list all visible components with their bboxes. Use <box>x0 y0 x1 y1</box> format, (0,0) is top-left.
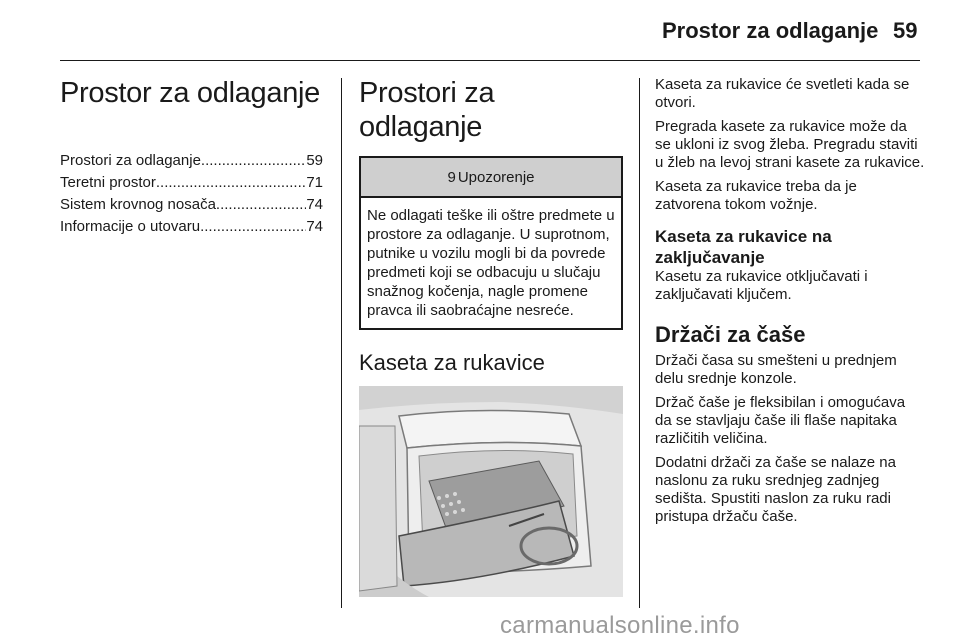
paragraph-glovebox-light: Kaseta za rukavice će svetleti kada se otvori. <box>655 76 910 111</box>
toc-entry[interactable] <box>60 194 323 216</box>
toc-entry-page: 59 <box>306 152 323 169</box>
toc-entry-label: Informacije o utovaru <box>60 218 201 235</box>
warning-box <box>359 156 623 330</box>
paragraph-cupholders-flexible: Držač čaše je fleksibilan i omogućava da se stavljaju čaše ili flaše napitaka različitih veličina. <box>655 394 906 447</box>
toc-entry[interactable] <box>60 172 323 194</box>
header-divider <box>60 60 920 61</box>
warning-text: Ne odlagati teške ili oštre predmete u prostore za odlaganje. U suprotnom, putnike u vozilu mogli bi da povrede predmeti koji se odbacuju u slučaju snažnog kočenja, nagle promene pravca ili saobraćajne nesreće. <box>367 207 615 319</box>
paragraph-cupholders-location: Držači časa su smešteni u prednjem delu srednje konzole. <box>655 352 897 387</box>
column-divider-1 <box>341 78 342 608</box>
toc-entry-label: Prostori za odlaganje <box>60 152 201 169</box>
toc-leader-dots <box>200 216 306 238</box>
paragraph-glovebox-closed: Kaseta za rukavice treba da je zatvorena tokom vožnje. <box>655 178 857 213</box>
toc-entry[interactable] <box>60 216 323 238</box>
subsection-title: Kaseta za rukavice <box>359 350 545 375</box>
chapter-title: Prostor za odlaganje <box>60 77 320 109</box>
toc-entry-page: 74 <box>306 218 323 235</box>
toc-leader-dots <box>156 172 306 194</box>
running-header-title: Prostor za odlaganje <box>662 18 879 43</box>
column-3 <box>655 76 925 532</box>
glovebox-photo <box>359 386 623 597</box>
warning-icon: 9 <box>447 168 456 186</box>
heading-lockable-glovebox: Kaseta za rukavice na zaključavanje <box>655 227 832 267</box>
toc-entry[interactable] <box>60 150 323 172</box>
watermark: carmanualsonline.info <box>500 612 740 639</box>
heading-cupholders: Držači za čaše <box>655 322 806 347</box>
section-title: Prostori za odlaganje <box>359 77 495 143</box>
toc-leader-dots <box>216 194 306 216</box>
toc-leader-dots <box>201 150 306 172</box>
warning-title: Upozorenje <box>457 168 535 186</box>
warning-header <box>361 158 621 198</box>
table-of-contents <box>60 150 323 238</box>
paragraph-glovebox-divider: Pregrada kasete za rukavice može da se ukloni iz svog žleba. Pregradu staviti u žleb na levoj strani kasete za rukavice. <box>655 118 925 171</box>
page-number: 59 <box>893 18 918 43</box>
paragraph-lock-key: Kasetu za rukavice otključavati i zaključavati ključem. <box>655 268 868 303</box>
column-1 <box>60 76 323 238</box>
toc-entry-label: Teretni prostor <box>60 174 156 191</box>
column-2 <box>359 76 623 597</box>
column-divider-2 <box>639 78 640 608</box>
toc-entry-label: Sistem krovnog nosača <box>60 196 216 213</box>
glovebox-illustration <box>359 386 623 597</box>
toc-entry-page: 71 <box>306 174 323 191</box>
paragraph-cupholders-rear: Dodatni držači za čaše se nalaze na naslonu za ruku srednjeg zadnjeg sedišta. Spustiti naslon za ruku radi pristupa držaču čaše. <box>655 454 896 525</box>
toc-entry-page: 74 <box>306 196 323 213</box>
